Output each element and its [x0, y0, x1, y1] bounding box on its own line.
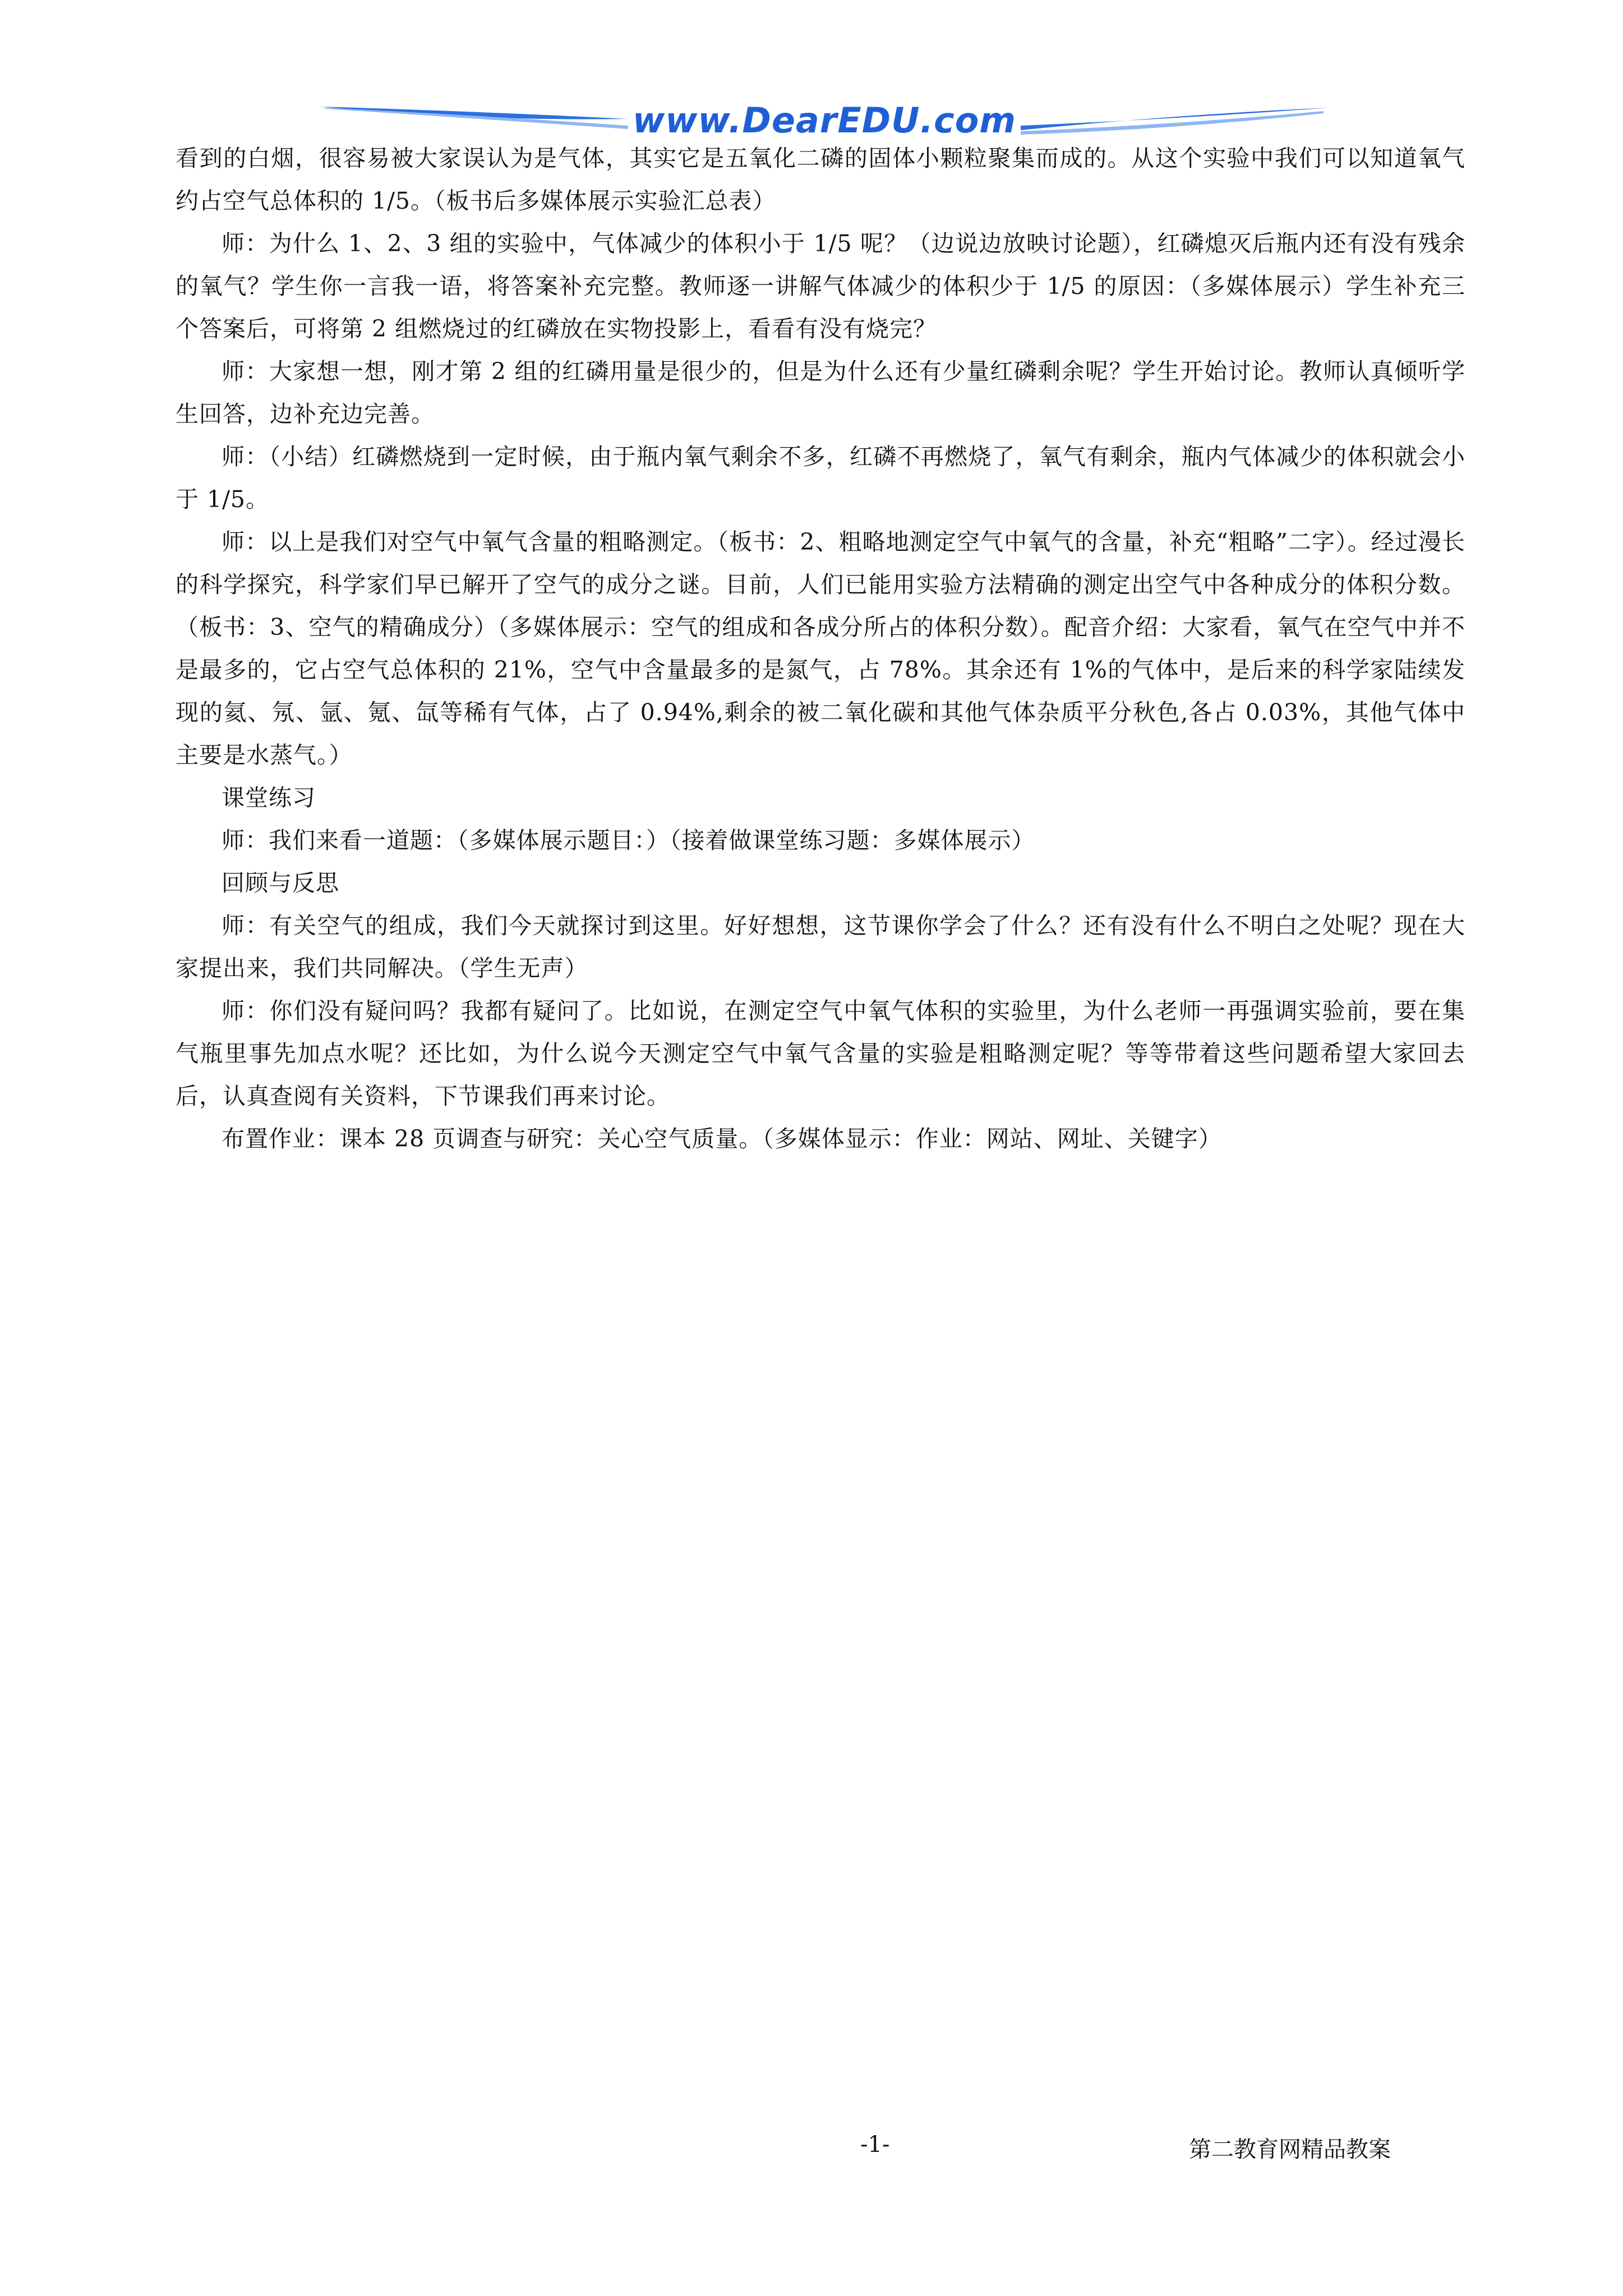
document-body: [176, 137, 1465, 1160]
paragraph: 师：以上是我们对空气中氧气含量的粗略测定。（板书：2、粗略地测定空气中氧气的含量，补充“粗略”二字）。经过漫长的科学探究，科学家们早已解开了空气的成分之谜。目前，人们已能用实验方法精确的测定出空气中各种成分的体积分数。（板书：3、空气的精确成分）（多媒体展示：空气的组成和各成分所占的体积分数）。配音介绍：大家看，氧气在空气中并不是最多的，它占空气总体积的 21%，空气中含量最多的是氮气，占 78%。其余还有 1%的气体中，是后来的科学家陆续发现的氦、氖、氩、氪、氙等稀有气体，占了 0.94%,剩余的被二氧化碳和其他气体杂质平分秋色,各占 0.03%，其他气体中主要是水蒸气。）: [176, 528, 1465, 769]
page-number: -1-: [860, 2132, 890, 2157]
paragraph: 看到的白烟，很容易被大家误认为是气体，其实它是五氧化二磷的固体小颗粒聚集而成的。从这个实验中我们可以知道氧气约占空气总体积的 1/5。（板书后多媒体展示实验汇总表）: [176, 145, 1465, 214]
paragraph: 师：（小结）红磷燃烧到一定时候，由于瓶内氧气剩余不多，红磷不再燃烧了，氧气有剩余，瓶内气体减少的体积就会小于 1/5。: [176, 443, 1465, 513]
site-logo-text[interactable]: www.DearEDU.com: [632, 100, 1016, 141]
section-heading-review: 回顾与反思: [222, 869, 339, 896]
paragraph: 师：我们来看一道题：（多媒体展示题目：）（接着做课堂练习题：多媒体展示）: [222, 827, 1035, 854]
paragraph: 师：为什么 1、2、3 组的实验中，气体减少的体积小于 1/5 呢？（边说边放映讨论题），红磷熄灭后瓶内还有没有残余的氧气？学生你一言我一语，将答案补充完整。教师逐一讲解气体减少的体积少于 1/5 的原因：（多媒体展示）学生补充三个答案后，可将第 2 组燃烧过的红磷放在实物投影上，看看有没有烧完？: [176, 230, 1465, 342]
section-heading-classroom-practice: 课堂练习: [222, 784, 316, 811]
footer-note: 第二教育网精品教案: [1189, 2137, 1391, 2162]
homework-paragraph: 布置作业：课本 28 页调查与研究：关心空气质量。（多媒体显示：作业：网站、网址、关键字）: [222, 1125, 1222, 1152]
paragraph: 师：大家想一想，刚才第 2 组的红磷用量是很少的，但是为什么还有少量红磷剩余呢？学生开始讨论。教师认真倾听学生回答，边补充边完善。: [176, 358, 1465, 427]
paragraph: 师：有关空气的组成，我们今天就探讨到这里。好好想想，这节课你学会了什么？还有没有什么不明白之处呢？现在大家提出来，我们共同解决。（学生无声）: [176, 912, 1465, 982]
paragraph: 师：你们没有疑问吗？我都有疑问了。比如说，在测定空气中氧气体积的实验里，为什么老师一再强调实验前，要在集气瓶里事先加点水呢？还比如，为什么说今天测定空气中氧气含量的实验是粗略测定呢？等等带着这些问题希望大家回去后，认真查阅有关资料，下节课我们再来讨论。: [176, 997, 1465, 1110]
